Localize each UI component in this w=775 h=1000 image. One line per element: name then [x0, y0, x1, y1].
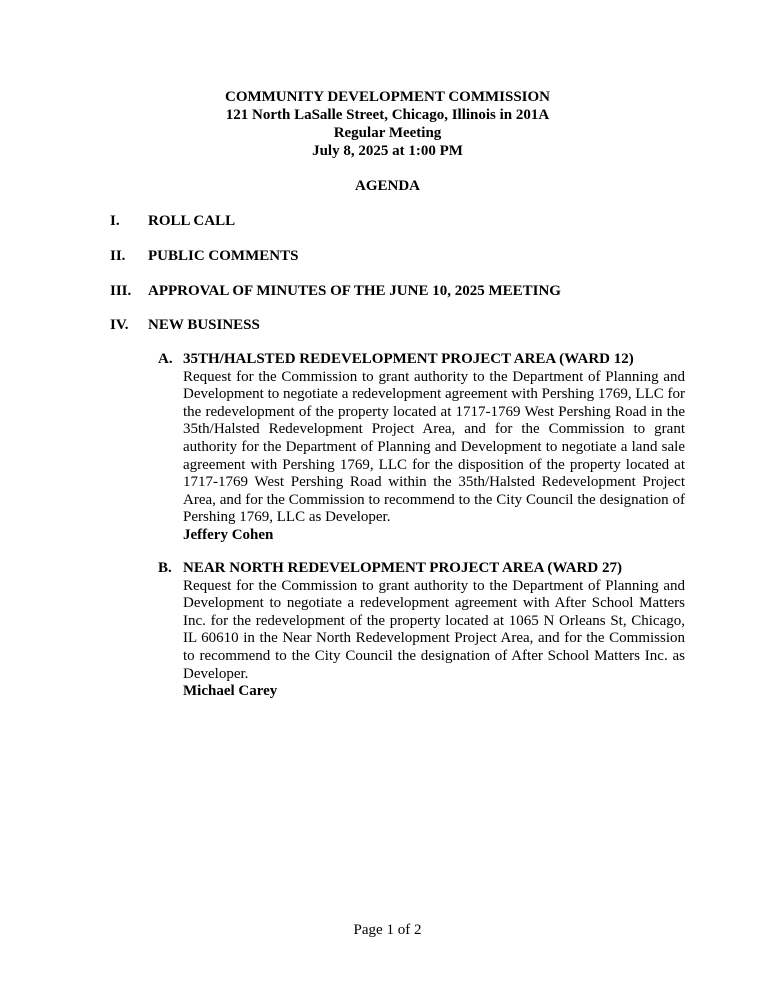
section-number: I.	[110, 213, 120, 229]
page-number: Page 1 of 2	[353, 922, 422, 938]
section-number: IV.	[110, 317, 129, 333]
agenda-item-b	[158, 560, 685, 701]
section-number: II.	[110, 248, 126, 264]
organization-name: COMMUNITY DEVELOPMENT COMMISSION	[224, 89, 550, 105]
meeting-datetime: July 8, 2025 at 1:00 PM	[312, 143, 463, 159]
item-letter: A.	[158, 351, 173, 367]
item-letter: B.	[158, 560, 172, 576]
section-title: APPROVAL OF MINUTES OF THE JUNE 10, 2025 MEETING	[148, 283, 561, 299]
item-title: 35TH/HALSTED REDEVELOPMENT PROJECT AREA (WARD 12)	[183, 351, 634, 367]
item-description: Request for the Commission to grant authority to the Department of Planning and Development to negotiate a redevelopment agreement with Pershing 1769, LLC for the redevelopment of the property located at 1717-1769 West Pershing Road in the 35th/Halsted Redevelopment Project Area, and for the Commission to grant authority for the Department of Planning and Development to negotiate a land sale agreement with Pershing 1769, LLC for the disposition of the property located at 1717-1769 West Pershing Road within the 35th/Halsted Redevelopment Project Area, and for the Commission to recommend to the City Council the designation of Pershing 1769, LLC as Developer.	[183, 368, 685, 526]
meeting-header	[0, 88, 775, 160]
section-number: III.	[110, 283, 132, 299]
agenda-title: AGENDA	[354, 178, 420, 194]
meeting-type: Regular Meeting	[333, 125, 442, 141]
section-title: NEW BUSINESS	[148, 317, 260, 333]
meeting-address: 121 North LaSalle Street, Chicago, Illinois in 201A	[225, 107, 550, 123]
agenda-item-a	[158, 351, 685, 545]
section-title: PUBLIC COMMENTS	[148, 248, 299, 264]
item-staff-contact: Jeffery Cohen	[183, 526, 274, 543]
section-title: ROLL CALL	[148, 213, 236, 229]
item-description: Request for the Commission to grant authority to the Department of Planning and Development to negotiate a redevelopment agreement with After School Matters Inc. for the redevelopment of the property located at 1065 N Orleans St, Chicago, IL 60610 in the Near North Redevelopment Project Area, and for the Commission to recommend to the City Council the designation of After School Matters Inc. as Developer.	[183, 577, 685, 682]
item-staff-contact: Michael Carey	[183, 683, 278, 700]
item-title: NEAR NORTH REDEVELOPMENT PROJECT AREA (WARD 27)	[183, 560, 622, 576]
